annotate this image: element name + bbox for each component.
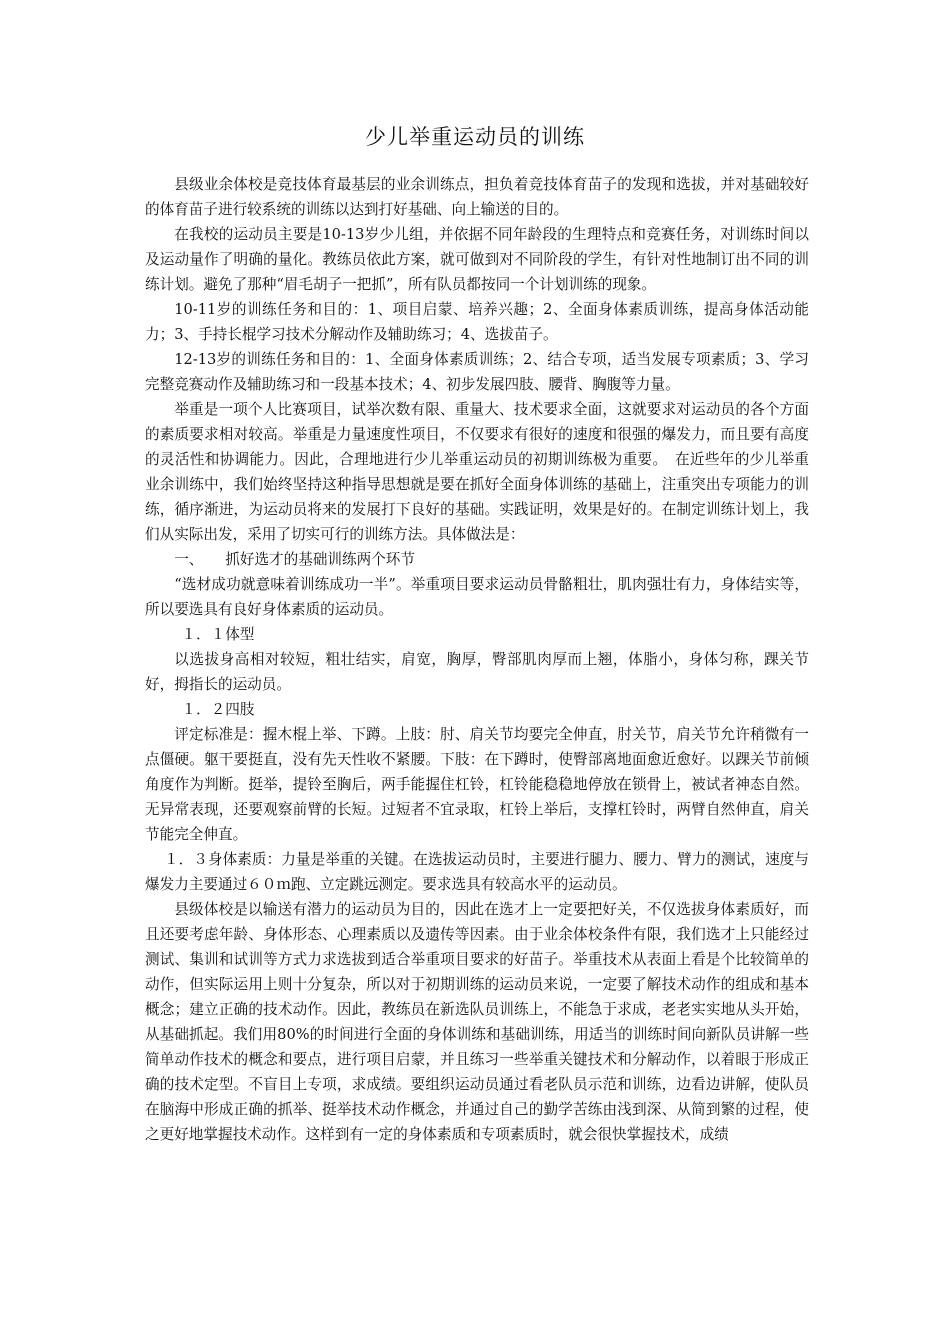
paragraph-intro: 县级业余体校是竞技体育最基层的业余训练点，担负着竞技体育苗子的发现和选拔，并对基础较好的体育苗子进行较系统的训练以达到打好基础、向上输送的目的。 [145,176,809,218]
paragraph-weightlifting-overview: 举重是一项个人比赛项目，试举次数有限、重量大、技术要求全面，这就要求对运动员的各个方面的素质要求相对较高。举重是力量速度性项目，不仅要求有很好的速度和很强的爆发力，而且要有高度的灵活性和协调能力。因此，合理地进行少儿举重运动员的初期训练极为重要。 在近些年的少儿举重业余训练中，我们始终坚持这种指导思想就是要在抓好全面身体训练的基础上，注重突出专项能力的训练，循序渐进，为运动员将来的发展打下良好的基础。实践证明，效果是好的。在制定训练计划上，我们从实际出发，采用了切实可行的训练方法。具体做法是： [145,401,809,543]
paragraph-age-groups: 在我校的运动员主要是10-13岁少儿组，并依据不同年龄段的生理特点和竞赛任务，对训练时间以及运动量作了明确的量化。教练员依此方案，就可做到对不同阶段的学生，有针对性地制订出不同的训练计划。避免了那种“眉毛胡子一把抓”，所有队员都按同一个计划训练的现象。 [145,226,809,293]
paragraph-12-13-tasks: 12-13岁的训练任务和目的：1、全面身体素质训练；2、结合专项，适当发展专项素质；3、学习完整竞赛动作及辅助练习和一段基本技术；4、初步发展四肢、腰背、胸腹等力量。 [145,351,809,393]
paragraph-body-type: 以选拔身高相对较短，粗壮结实，肩宽，胸厚，臀部肌肉厚而上翘，体脂小，身体匀称，踝关节好，拇指长的运动员。 [145,651,809,693]
paragraph-selection-quote: “选材成功就意味着训练成功一半”。举重项目要求运动员骨骼粗壮，肌肉强壮有力，身体结实等，所以要选具有良好身体素质的运动员。 [145,576,809,618]
section-heading-selection: 一、 抓好选才的基础训练两个环节 [174,551,415,568]
paragraph-10-11-tasks: 10-11岁的训练任务和目的：1、项目启蒙、培养兴趣；2、全面身体素质训练，提高身体活动能力；3、手持长棍学习技术分解动作及辅助练习；4、选拔苗子。 [145,301,809,343]
document-title: 少儿举重运动员的训练 [365,125,585,149]
paragraph-county-school: 县级体校是以输送有潜力的运动员为目的，因此在选才上一定要把好关，不仅选拔身体素质好，而且还要考虑年龄、身体形态、心理素质以及遗传等因素。由于业余体校条件有限，我们选才上只能经过测试、集训和试训等方式力求选拔到适合举重项目要求的好苗子。举重技术从表面上看是个比较简单的动作，但实际运用上则十分复杂，所以对于初期训练的运动员来说，一定要了解技术动作的组成和基本概念；建立正确的技术动作。因此，教练员在新选队员训练上，不能急于求成，老老实实地从头开始，从基础抓起。我们用80%的时间进行全面的身体训练和基础训练，用适当的训练时间向新队员讲解一些简单动作技术的概念和要点，进行项目启蒙，并且练习一些举重关键技术和分解动作，以着眼于形成正确的技术定型。不盲目上专项，求成绩。要组织运动员通过看老队员示范和训练，边看边讲解，使队员在脑海中形成正确的抓举、挺举技术动作概念，并通过自己的勤学苦练由浅到深、从简到繁的过程，使之更好地掌握技术动作。这样到有一定的身体素质和专项素质时，就会很快掌握技术，成绩 [145,901,809,1143]
paragraph-physical-quality: １．３身体素质：力量是举重的关键。在选拔运动员时，主要进行腿力、腰力、臂力的测试，速度与爆发力主要通过６０ｍ跑、立定跳远测定。要求选具有较高水平的运动员。 [145,851,809,893]
sub-heading-limbs: １．２四肢 [181,701,255,718]
paragraph-limbs: 评定标准是：握木棍上举、下蹲。上肢：肘、肩关节均要完全伸直，肘关节，肩关节允许稍微有一点僵硬。躯干要挺直，没有先天性收不紧腰。下肢：在下蹲时，使臀部离地面愈近愈好。以踝关节前倾角度作为判断。挺举，提铃至胸后，两手能握住杠铃，杠铃能稳稳地停放在锁骨上，被试者神态自然。无异常表现，还要观察前臂的长短。过短者不宜录取，杠铃上举后，支撑杠铃时，两臂自然伸直，肩关节能完全伸直。 [145,726,809,843]
document-body [145,172,809,1147]
sub-heading-body-type: １．１体型 [181,626,255,643]
